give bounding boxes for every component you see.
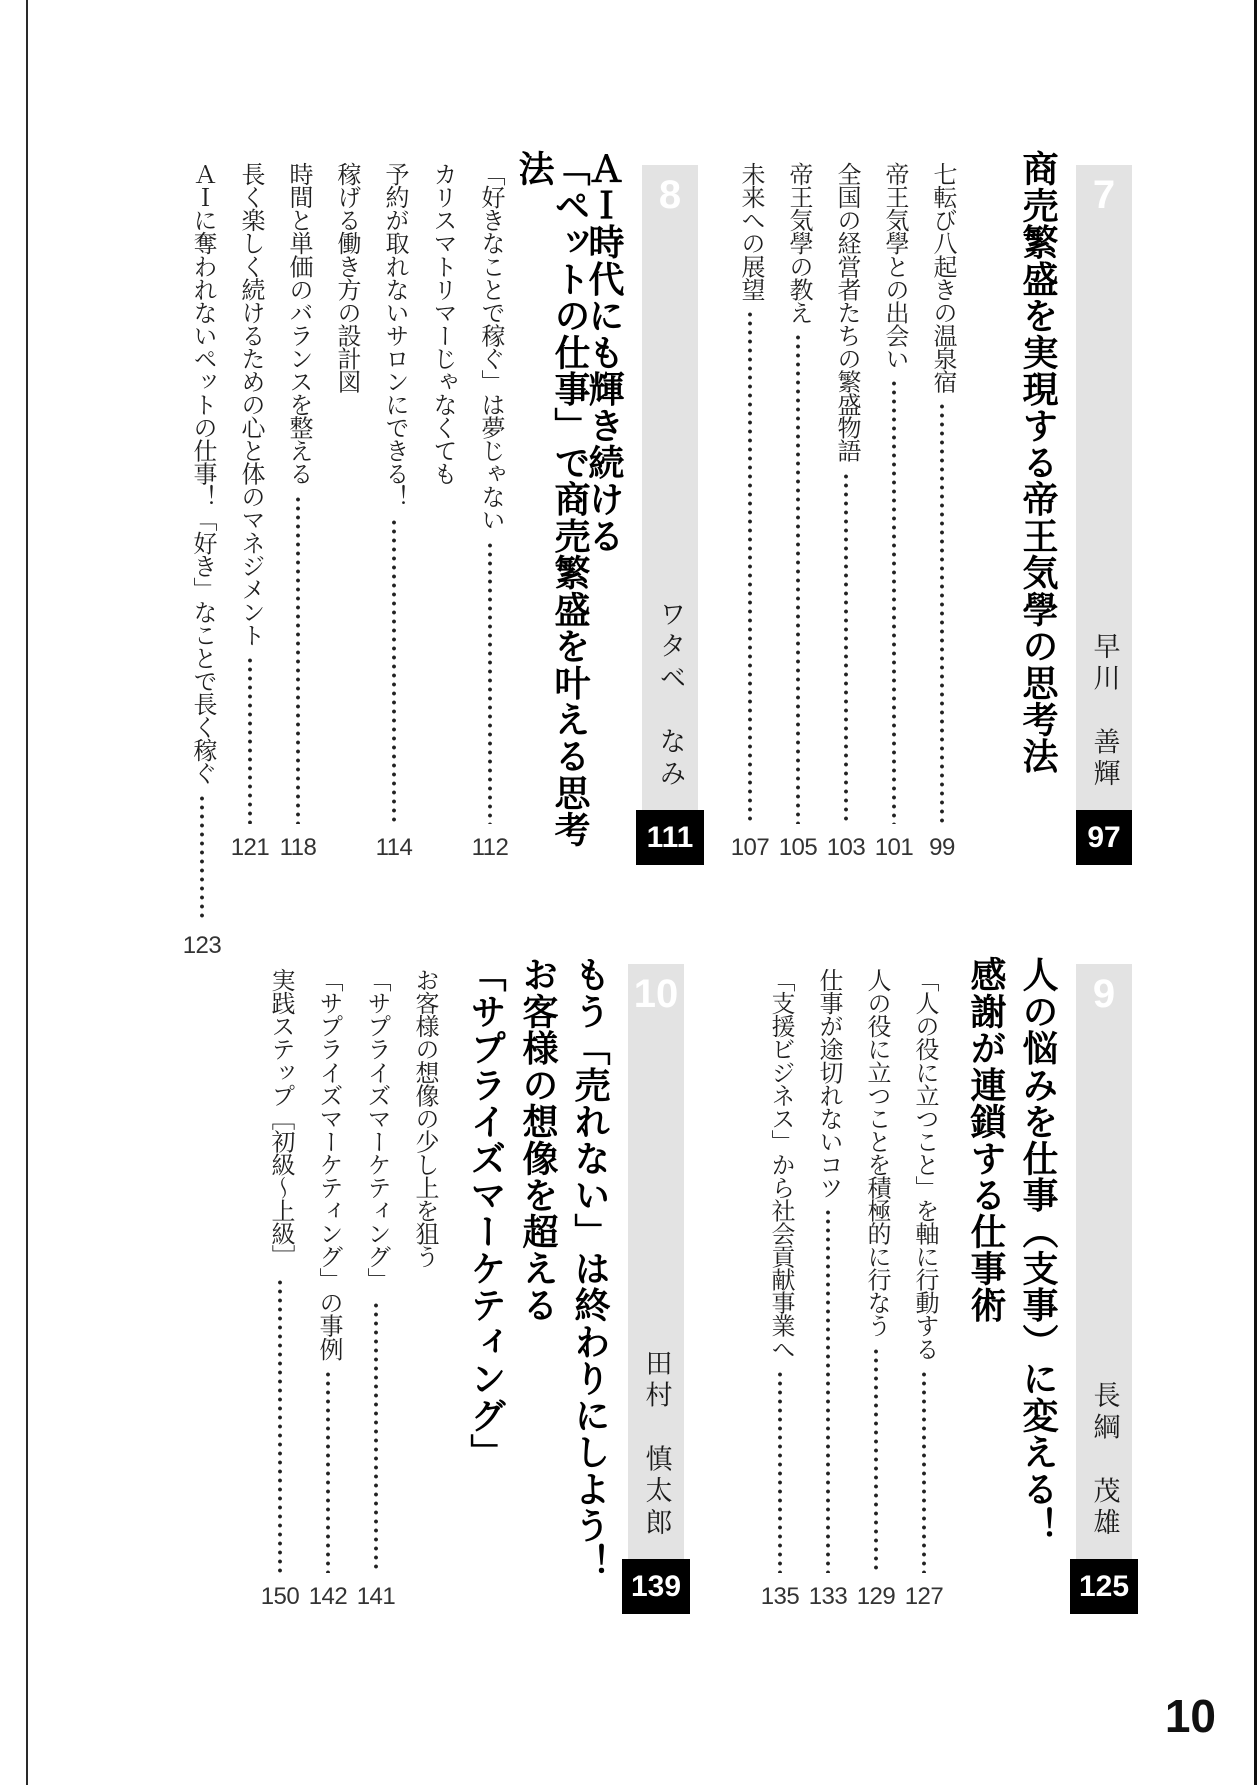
toc-entry bbox=[756, 956, 804, 1611]
entry-page-number: 121 bbox=[230, 834, 270, 861]
toc-entry bbox=[774, 150, 822, 862]
chapter-10-author: 田村 慎太郎 bbox=[641, 1348, 672, 1540]
toc-entry bbox=[804, 956, 852, 1611]
chapter-9-author-wrap bbox=[1091, 1381, 1118, 1545]
dotted-leader bbox=[748, 312, 752, 824]
toc-entry bbox=[352, 956, 400, 1611]
entry-page-number: 135 bbox=[760, 1583, 800, 1610]
chapter-9-number: 9 bbox=[1092, 972, 1116, 1016]
entry-text: 帝王気學の教え bbox=[785, 162, 812, 324]
entry-page-number: 141 bbox=[356, 1583, 396, 1610]
dotted-leader bbox=[892, 381, 896, 824]
entry-text: 仕事が途切れないコツ bbox=[815, 968, 842, 1199]
chapter-8-title-line-2 bbox=[514, 150, 591, 860]
toc-section-bottom bbox=[256, 956, 1132, 1614]
toc-section-top bbox=[178, 150, 1132, 960]
entry-text: 稼げる働き方の設計図 bbox=[333, 162, 360, 393]
chapter-9-start-page-box: 125 bbox=[1070, 1559, 1138, 1614]
entry-text: 人の役に立つことを積極的に行なう bbox=[863, 968, 890, 1337]
dotted-leader bbox=[826, 1210, 830, 1573]
entry-text: 時間と単価のバランスを整える bbox=[285, 162, 312, 485]
chapter-7-bar bbox=[1076, 165, 1132, 865]
dotted-leader bbox=[488, 543, 492, 824]
chapter-10-number: 10 bbox=[633, 972, 679, 1016]
folio-page-number: 10 bbox=[1164, 1690, 1216, 1742]
chapter-10-title-line-1 bbox=[564, 956, 616, 1606]
chapter-9-author: 長綱 茂雄 bbox=[1089, 1380, 1120, 1540]
chapter-7-title-line-1 bbox=[1012, 150, 1064, 860]
chapter-8-bar bbox=[642, 165, 698, 865]
chapter-title-text: もう「売れない」は終わりにしよう！ bbox=[570, 956, 611, 1581]
entry-text: 帝王気學との出会い bbox=[881, 162, 908, 370]
entry-page-number: 112 bbox=[471, 834, 509, 861]
entry-text: 未来への展望 bbox=[737, 162, 764, 301]
toc-entry bbox=[274, 150, 322, 862]
toc-entry bbox=[918, 150, 966, 862]
chapter-9-bar bbox=[1076, 964, 1132, 1614]
entry-text: ＡＩに奪われないペットの仕事！「好き」なことで長く稼ぐ bbox=[189, 162, 216, 785]
entry-page-number: 101 bbox=[874, 834, 914, 861]
chapter-9-title-line-2 bbox=[960, 956, 1012, 1606]
toc-entry bbox=[900, 956, 948, 1611]
entry-page-number: 129 bbox=[856, 1583, 896, 1610]
toc-entry bbox=[400, 956, 448, 1611]
entry-text: 長く楽しく続けるための心と体のマネジメント bbox=[237, 162, 264, 646]
toc-entry bbox=[822, 150, 870, 862]
dotted-leader bbox=[940, 404, 944, 824]
chapter-7-start-page-box: 97 bbox=[1076, 810, 1132, 865]
chapter-title-text: 「ペットの仕事」で商売繁盛を叶える思考法 bbox=[514, 150, 591, 848]
toc-entry bbox=[304, 956, 352, 1611]
dotted-leader bbox=[200, 796, 204, 922]
toc-entry bbox=[322, 150, 370, 862]
chapter-title-text: ＡＩ時代にも輝き続ける bbox=[584, 150, 625, 554]
toc-entry bbox=[870, 150, 918, 862]
chapter-7-author: 早川 善輝 bbox=[1089, 631, 1120, 791]
chapter-8-start-page-box: 111 bbox=[636, 810, 704, 865]
dotted-leader bbox=[326, 1372, 330, 1573]
dotted-leader bbox=[278, 1280, 282, 1573]
entry-text: 予約が取れないサロンにできる！ bbox=[381, 162, 408, 508]
entry-text: 「人の役に立つこと」を軸に行動する bbox=[911, 968, 938, 1360]
chapter-10-bar bbox=[628, 964, 684, 1614]
chapter-8-title-line-1 bbox=[578, 150, 630, 860]
chapter-title-text: 「サプライズマーケティング」 bbox=[466, 956, 507, 1471]
chapter-9-title-line-1 bbox=[1012, 956, 1064, 1606]
chapter-10-author-wrap bbox=[643, 1349, 670, 1545]
dotted-leader bbox=[248, 658, 252, 824]
entry-text: 「支援ビジネス」から社会貢献事業へ bbox=[767, 968, 794, 1360]
entry-page-number: 103 bbox=[826, 834, 866, 861]
dotted-leader bbox=[296, 497, 300, 824]
chapter-10-title-line-3 bbox=[460, 956, 512, 1606]
entry-page-number: 114 bbox=[375, 834, 413, 861]
entry-page-number: 127 bbox=[904, 1583, 944, 1610]
entry-text: 「好きなことで稼ぐ」は夢じゃない bbox=[477, 162, 504, 531]
entry-text: お客様の想像の少し上を狙う bbox=[411, 968, 438, 1268]
chapter-7-number: 7 bbox=[1092, 173, 1116, 217]
chapter-title-text: 人の悩みを仕事（支事）に変える！ bbox=[1018, 956, 1059, 1544]
chapter-8-author: ワタベ なみ bbox=[655, 599, 686, 791]
entry-page-number: 105 bbox=[778, 834, 818, 861]
chapter-7-author-wrap bbox=[1091, 632, 1118, 796]
toc-entry bbox=[178, 150, 226, 960]
entry-page-number: 107 bbox=[730, 834, 770, 861]
entry-text: カリスマトリマーじゃなくても bbox=[429, 162, 456, 485]
entry-page-number: 123 bbox=[182, 932, 222, 959]
chapter-8-number: 8 bbox=[658, 173, 682, 217]
dotted-leader bbox=[796, 335, 800, 824]
toc-entry bbox=[466, 150, 514, 862]
toc-entry bbox=[726, 150, 774, 862]
entry-text: 「サプライズマーケティング」の事例 bbox=[315, 968, 342, 1360]
chapter-10-start-page-box: 139 bbox=[622, 1559, 690, 1614]
toc-entry bbox=[418, 150, 466, 862]
dotted-leader bbox=[392, 520, 396, 824]
dotted-leader bbox=[374, 1303, 378, 1573]
entry-page-number: 99 bbox=[929, 834, 955, 861]
dotted-leader bbox=[844, 474, 848, 824]
entry-page-number: 142 bbox=[308, 1583, 348, 1610]
toc-entry bbox=[226, 150, 274, 862]
entry-text: 「サプライズマーケティング」 bbox=[363, 968, 390, 1291]
entry-text: 七転び八起きの温泉宿 bbox=[929, 162, 956, 393]
dotted-leader bbox=[778, 1372, 782, 1573]
page-left-edge-line bbox=[26, 0, 28, 1785]
entry-page-number: 133 bbox=[808, 1583, 848, 1610]
dotted-leader bbox=[922, 1372, 926, 1573]
entry-page-number: 150 bbox=[260, 1583, 300, 1610]
chapter-title-text: 感謝が連鎖する仕事術 bbox=[966, 956, 1007, 1324]
toc-entry bbox=[370, 150, 418, 862]
chapter-8-author-wrap bbox=[657, 600, 684, 796]
entry-page-number: 118 bbox=[279, 834, 317, 861]
chapter-title-text: 商売繁盛を実現する帝王気學の思考法 bbox=[1018, 150, 1059, 775]
chapter-10-title-line-2 bbox=[512, 956, 564, 1606]
page-right-edge-line bbox=[1254, 0, 1257, 1785]
toc-entry bbox=[256, 956, 304, 1611]
entry-text: 全国の経営者たちの繁盛物語 bbox=[833, 162, 860, 462]
chapter-title-text: お客様の想像を超える bbox=[518, 956, 559, 1324]
entry-text: 実践ステップ［初級〜上級］ bbox=[267, 968, 294, 1268]
toc-entry bbox=[852, 956, 900, 1611]
dotted-leader bbox=[874, 1349, 878, 1573]
